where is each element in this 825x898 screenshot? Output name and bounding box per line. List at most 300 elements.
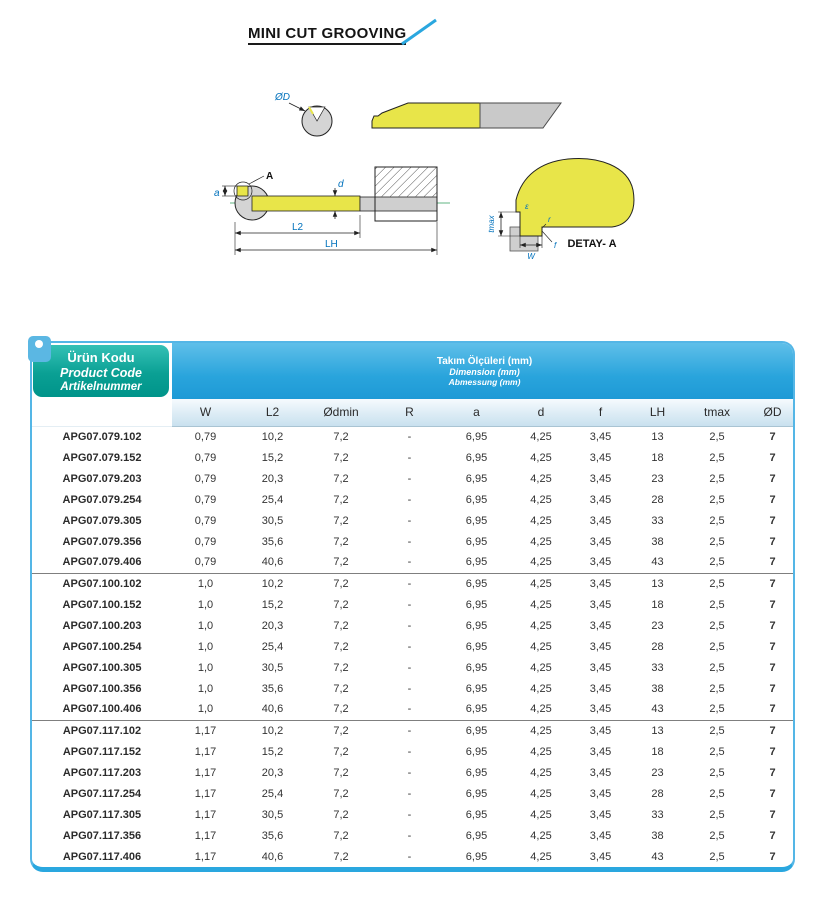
value-cell-r: - [376,720,443,741]
value-cell-lh: 38 [651,535,664,548]
value-cell-r: - [407,619,412,632]
value-cell-a: 6,95 [465,619,488,632]
product-code-cell: APG07.117.305 [62,808,142,821]
value-cell-f: 3,45 [589,598,612,611]
value-cell-w: 1,17 [194,829,217,842]
value-cell-w: 0,79 [194,472,217,485]
value-cell-lh: 28 [651,787,664,800]
value-cell-d: 4,25 [530,703,552,716]
value-cell-d: 7 [769,682,776,695]
value-cell-a: 6,95 [465,535,488,548]
lh-dimension-label: LH [325,239,338,250]
product-code-cell: APG07.079.356 [62,535,142,548]
value-cell-dmin: 7,2 [333,493,349,506]
value-cell-l2: 30,5 [261,808,284,821]
value-cell-d: 7 [769,661,776,674]
value-cell-d: 7 [769,472,776,485]
product-code-cell: APG07.117.102 [32,720,172,741]
product-code-cell: APG07.117.152 [62,745,142,758]
value-cell-a: 6,95 [465,787,488,800]
table-row [32,615,795,636]
value-cell-tmax: 2,5 [709,682,725,695]
value-cell-w: 1,17 [194,808,217,821]
value-cell-d: 4,25 [530,766,552,779]
column-header-f: f [572,399,629,426]
value-cell-d: 4,25 [530,472,552,485]
value-cell-tmax: 2,5 [686,573,748,594]
value-cell-f: 3,45 [589,451,612,464]
title-slash-icon [398,17,442,47]
value-cell-l2: 25,4 [261,640,284,653]
eps-dimension-label: ε [525,202,529,211]
value-cell-a: 6,95 [465,598,488,611]
dim-header-line-tr: Takım Ölçüleri (mm) [436,355,533,367]
value-cell-d: 7 [769,808,776,821]
value-cell-a: 6,95 [465,556,488,569]
column-header-spacer [32,399,172,426]
value-cell-d: 4,25 [530,430,552,443]
column-header-lh: LH [629,399,686,426]
value-cell-a: 6,95 [465,682,488,695]
value-cell-lh: 23 [651,619,664,632]
column-header-l2: L2 [239,399,306,426]
value-cell-a: 6,95 [465,472,488,485]
tmax-dimension-label: tmax [487,215,496,233]
value-cell-r: - [407,535,412,548]
detail-callout-label: A [266,171,274,182]
value-cell-l2: 15,2 [261,451,284,464]
value-cell-d: 7 [769,451,776,464]
value-cell-d: 7 [769,766,776,779]
value-cell-a: 6,95 [465,451,488,464]
table-row [32,510,795,531]
value-cell-f: 3,45 [589,850,612,863]
value-cell-l2: 35,6 [261,829,284,842]
value-cell-lh: 28 [651,640,664,653]
value-cell-lh: 38 [651,829,664,842]
table-row [32,783,795,804]
value-cell-dmin: 7,2 [333,787,349,800]
dimension-view [214,167,450,255]
product-code-cell: APG07.100.203 [62,619,142,632]
column-header-dmin: Ødmin [306,399,376,426]
value-cell-d: 7 [769,703,776,716]
value-cell-tmax: 2,5 [709,493,725,506]
value-cell-tmax: 2,5 [709,514,725,527]
value-cell-d: 4,25 [530,808,552,821]
value-cell-d: 4,25 [530,619,552,632]
value-cell-w: 1,0 [197,682,214,695]
table-row [32,741,795,762]
value-cell-lh: 43 [651,850,664,863]
value-cell-lh: 33 [651,661,664,674]
value-cell-tmax: 2,5 [709,556,725,569]
value-cell-l2: 35,6 [261,535,284,548]
column-header-w: W [172,399,239,426]
value-cell-a: 6,95 [465,703,488,716]
product-code-cell: APG07.079.203 [62,472,142,485]
value-cell-d: 4,25 [530,514,552,527]
value-cell-a: 6,95 [465,493,488,506]
value-cell-d: 7 [769,493,776,506]
value-cell-tmax: 2,5 [709,640,725,653]
value-cell-w: 1,17 [194,850,217,863]
value-cell-l2: 20,3 [261,472,284,485]
value-cell-r: - [407,829,412,842]
value-cell-d: 7 [748,720,795,741]
product-code-header-box [33,345,169,397]
value-cell-r: - [407,514,412,527]
column-header-a: a [443,399,510,426]
value-cell-lh: 28 [651,493,664,506]
value-cell-w: 0,79 [194,451,217,464]
value-cell-l2: 40,6 [261,850,284,863]
value-cell-lh: 23 [651,766,664,779]
value-cell-l2: 15,2 [261,745,284,758]
value-cell-d: 4,25 [530,745,552,758]
value-cell-w: 1,17 [172,720,239,741]
value-cell-d: 7 [769,598,776,611]
table-row [32,657,795,678]
value-cell-f: 3,45 [572,573,629,594]
value-cell-tmax: 2,5 [686,720,748,741]
table-row [32,699,795,720]
value-cell-d: 4,25 [510,720,572,741]
side-view [372,103,561,128]
value-cell-a: 6,95 [465,640,488,653]
value-cell-dmin: 7,2 [333,514,349,527]
value-cell-dmin: 7,2 [333,619,349,632]
value-cell-w: 1,17 [194,745,217,758]
value-cell-a: 6,95 [465,850,488,863]
value-cell-d: 7 [769,619,776,632]
product-table [30,341,795,872]
value-cell-f: 3,45 [589,829,612,842]
product-code-cell: APG07.079.102 [62,430,142,443]
column-header-tmax: tmax [686,399,748,426]
value-cell-r: - [407,493,412,506]
column-header-d: d [510,399,572,426]
value-cell-a: 6,95 [465,514,488,527]
table-row [32,468,795,489]
value-cell-f: 3,45 [589,766,612,779]
value-cell-f: 3,45 [589,745,612,758]
value-cell-l2: 25,4 [261,493,284,506]
value-cell-f: 3,45 [589,682,612,695]
value-cell-d: 7 [769,745,776,758]
detail-view [487,158,634,261]
insert-profile-yellow [516,158,634,236]
table-row [32,846,795,867]
value-cell-lh: 13 [651,430,664,443]
table-row [32,573,795,594]
value-cell-r: - [407,472,412,485]
value-cell-r: - [407,640,412,653]
value-cell-a: 6,95 [465,745,488,758]
value-cell-d: 7 [769,556,776,569]
value-cell-f: 3,45 [589,514,612,527]
product-header-line-en: Product Code [60,365,142,380]
product-header-line-de: Artikelnummer [60,380,142,393]
value-cell-l2: 35,6 [261,682,284,695]
value-cell-lh: 43 [651,556,664,569]
value-cell-tmax: 2,5 [709,850,725,863]
value-cell-d: 4,25 [530,829,552,842]
value-cell-w: 1,0 [197,661,214,674]
product-code-cell: APG07.100.254 [62,640,142,653]
w-dimension-label: W [527,252,535,261]
product-header-line-tr: Ürün Kodu [67,349,135,365]
product-code-cell: APG07.117.254 [62,787,142,800]
column-header-d: ØD [748,399,795,426]
value-cell-f: 3,45 [589,535,612,548]
page-header [248,25,406,42]
value-cell-a: 6,95 [443,573,510,594]
value-cell-l2: 10,2 [261,430,284,443]
front-view [274,92,332,136]
value-cell-f: 3,45 [589,619,612,632]
value-cell-dmin: 7,2 [333,808,349,821]
value-cell-dmin: 7,2 [333,472,349,485]
value-cell-d: 7 [769,787,776,800]
product-code-cell: APG07.117.406 [62,850,142,863]
value-cell-l2: 20,3 [261,766,284,779]
product-code-cell: APG07.079.305 [62,514,142,527]
main-header-row [32,343,795,399]
value-cell-l2: 20,3 [261,619,284,632]
value-cell-d: 7 [769,430,776,443]
table-row [32,636,795,657]
value-cell-lh: 18 [651,451,664,464]
value-cell-dmin: 7,2 [333,661,349,674]
value-cell-f: 3,45 [589,787,612,800]
value-cell-f: 3,45 [589,430,612,443]
value-cell-f: 3,45 [589,472,612,485]
value-cell-dmin: 7,2 [333,535,349,548]
r-dimension-label: r [548,215,551,224]
table-row [32,678,795,699]
value-cell-tmax: 2,5 [709,430,725,443]
value-cell-tmax: 2,5 [709,745,725,758]
product-code-cell: APG07.079.152 [62,451,142,464]
od-dimension-label: ØD [275,92,290,103]
product-table-area [30,341,795,872]
value-cell-d: 4,25 [510,573,572,594]
value-cell-l2: 10,2 [239,720,306,741]
product-code-cell: APG07.100.356 [62,682,142,695]
value-cell-w: 1,0 [172,573,239,594]
tool-body-yellow [372,103,480,128]
table-row [32,552,795,573]
corner-tab-dot [35,340,43,348]
value-cell-w: 0,79 [194,493,217,506]
value-cell-d: 4,25 [530,451,552,464]
value-cell-tmax: 2,5 [709,598,725,611]
value-cell-r: - [407,661,412,674]
product-code-cell: APG07.100.305 [62,661,142,674]
value-cell-r: - [407,598,412,611]
value-cell-w: 1,0 [197,598,214,611]
value-cell-d: 4,25 [530,598,552,611]
value-cell-d: 7 [769,514,776,527]
value-cell-l2: 10,2 [239,573,306,594]
value-cell-lh: 13 [629,573,686,594]
table-row [32,825,795,846]
value-cell-dmin: 7,2 [333,682,349,695]
value-cell-l2: 15,2 [261,598,284,611]
column-header-row [32,399,795,426]
value-cell-r: - [407,850,412,863]
table-row [32,447,795,468]
value-cell-a: 6,95 [443,720,510,741]
value-cell-r: - [407,745,412,758]
value-cell-dmin: 7,2 [333,598,349,611]
dimensions-header [172,343,795,399]
value-cell-tmax: 2,5 [709,535,725,548]
value-cell-dmin: 7,2 [333,829,349,842]
value-cell-lh: 23 [651,472,664,485]
value-cell-f: 3,45 [572,720,629,741]
table-row [32,762,795,783]
value-cell-d: 4,25 [530,850,552,863]
value-cell-lh: 18 [651,598,664,611]
value-cell-w: 1,17 [194,766,217,779]
technical-drawing [180,50,700,290]
value-cell-l2: 25,4 [261,787,284,800]
value-cell-a: 6,95 [465,661,488,674]
a-dimension-label: a [214,188,220,199]
holder-rod [360,197,437,211]
value-cell-d: 4,25 [530,682,552,695]
page-title: MINI CUT GROOVING [248,25,407,42]
value-cell-dmin: 7,2 [306,573,376,594]
dim-header-line-en: Dimension (mm) [449,366,520,377]
value-cell-tmax: 2,5 [709,766,725,779]
table-row [32,720,795,741]
value-cell-lh: 33 [651,808,664,821]
value-cell-d: 7 [769,535,776,548]
value-cell-lh: 43 [651,703,664,716]
value-cell-dmin: 7,2 [333,451,349,464]
value-cell-tmax: 2,5 [709,829,725,842]
value-cell-dmin: 7,2 [333,556,349,569]
value-cell-w: 0,79 [194,535,217,548]
value-cell-l2: 30,5 [261,661,284,674]
value-cell-d: 4,25 [530,556,552,569]
value-cell-r: - [407,703,412,716]
value-cell-lh: 33 [651,514,664,527]
value-cell-r: - [407,451,412,464]
value-cell-tmax: 2,5 [709,619,725,632]
value-cell-dmin: 7,2 [333,766,349,779]
l2-dimension-label: L2 [292,222,304,233]
value-cell-f: 3,45 [589,661,612,674]
table-row [32,594,795,615]
value-cell-d: 4,25 [530,661,552,674]
table-row [32,531,795,552]
d-dimension-label: d [338,179,344,190]
value-cell-dmin: 7,2 [333,640,349,653]
value-cell-a: 6,95 [465,766,488,779]
product-code-cell: APG07.079.406 [62,556,142,569]
product-code-header [32,343,172,399]
corner-tab-decoration [28,336,51,362]
product-code-cell: APG07.100.152 [62,598,142,611]
value-cell-f: 3,45 [589,640,612,653]
value-cell-f: 3,45 [589,808,612,821]
value-cell-l2: 40,6 [261,703,284,716]
value-cell-a: 6,95 [465,829,488,842]
value-cell-tmax: 2,5 [709,703,725,716]
detail-view-title: DETAY- A [567,238,617,250]
value-cell-w: 0,79 [194,514,217,527]
title-underline [248,43,406,45]
table-row [32,489,795,510]
product-code-cell: APG07.117.203 [62,766,142,779]
value-cell-a: 6,95 [465,808,488,821]
product-code-cell: APG07.100.406 [62,703,142,716]
value-cell-dmin: 7,2 [306,720,376,741]
value-cell-d: 4,25 [530,535,552,548]
product-code-cell: APG07.100.102 [32,573,172,594]
value-cell-lh: 38 [651,682,664,695]
value-cell-r: - [407,556,412,569]
f-dimension-label: f [554,241,557,250]
value-cell-l2: 40,6 [261,556,284,569]
value-cell-r: - [407,766,412,779]
value-cell-tmax: 2,5 [709,787,725,800]
value-cell-tmax: 2,5 [709,808,725,821]
tool-drawing-svg [180,50,700,290]
value-cell-w: 1,0 [197,640,214,653]
value-cell-d: 7 [769,850,776,863]
value-cell-d: 4,25 [530,640,552,653]
value-cell-d: 4,25 [530,493,552,506]
tool-shaft [252,196,360,211]
value-cell-tmax: 2,5 [709,661,725,674]
value-cell-f: 3,45 [589,703,612,716]
value-cell-w: 0,79 [194,556,217,569]
product-code-cell: APG07.079.254 [62,493,142,506]
value-cell-lh: 13 [629,720,686,741]
value-cell-r: - [407,787,412,800]
value-cell-w: 1,0 [197,703,214,716]
value-cell-d: 4,25 [530,787,552,800]
value-cell-f: 3,45 [589,556,612,569]
column-header-r: R [376,399,443,426]
value-cell-d: 7 [769,640,776,653]
dimensions-table [32,343,795,867]
value-cell-dmin: 7,2 [333,703,349,716]
value-cell-r: - [407,808,412,821]
holder-hatch [375,167,437,197]
value-cell-w: 1,0 [197,619,214,632]
value-cell-r: - [407,430,412,443]
value-cell-a: 6,95 [465,430,488,443]
value-cell-l2: 30,5 [261,514,284,527]
value-cell-d: 7 [769,829,776,842]
cutting-tooth [237,186,248,196]
value-cell-tmax: 2,5 [709,472,725,485]
value-cell-lh: 18 [651,745,664,758]
table-row [32,804,795,825]
tool-shank-gray [480,103,561,128]
value-cell-dmin: 7,2 [333,745,349,758]
value-cell-dmin: 7,2 [333,850,349,863]
value-cell-r: - [376,573,443,594]
value-cell-r: - [407,682,412,695]
value-cell-d: 7 [748,573,795,594]
